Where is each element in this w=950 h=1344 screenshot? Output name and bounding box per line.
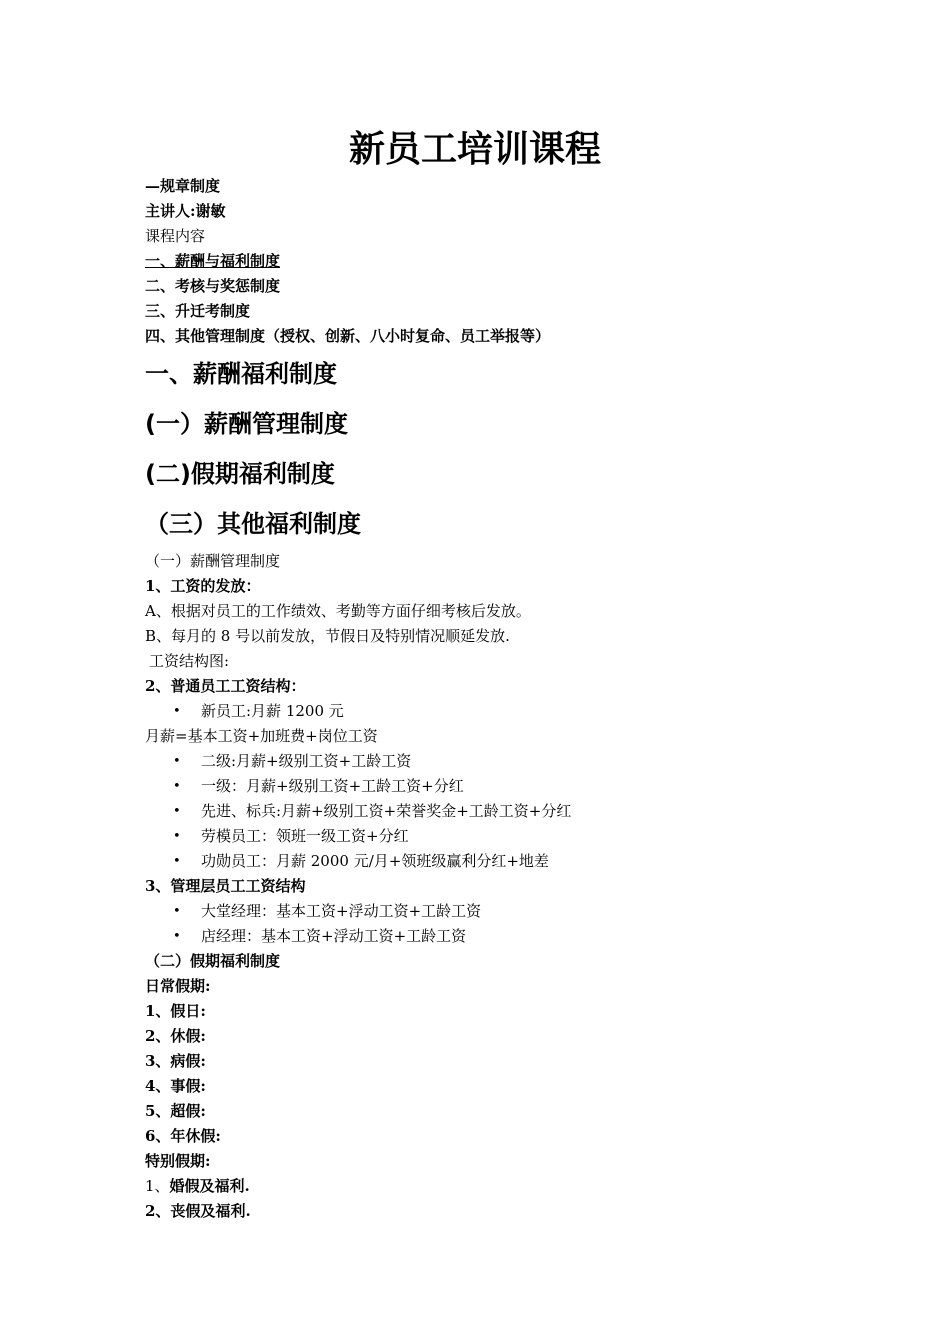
bullet-icon: • — [173, 754, 181, 769]
bullet-icon: • — [173, 854, 181, 869]
section-subheading: （三）其他福利制度 — [145, 510, 361, 538]
list-item — [145, 924, 865, 949]
monthly-formula: 月薪=基本工资+加班费+岗位工资 — [145, 727, 378, 745]
holiday-item: 2、丧假及福利. — [145, 1202, 251, 1220]
holiday-item: 3、病假: — [145, 1052, 206, 1070]
bullet-icon: • — [173, 804, 181, 819]
special-holiday-title: 特别假期: — [145, 1152, 211, 1170]
list-item-text: 店经理：基本工资+浮动工资+工龄工资 — [201, 927, 467, 945]
holiday-item: 1、假日: — [145, 1002, 206, 1020]
holiday-item-text: 婚假及福利. — [169, 1177, 250, 1195]
pay-rule-b: B、每月的 8 号以前发放，节假日及特别情况顺延发放. — [145, 627, 510, 645]
section-subheading: (二)假期福利制度 — [145, 460, 335, 488]
list-item-text: 一级：月薪+级别工资+工龄工资+分红 — [201, 777, 464, 795]
salary-label: （一）薪酬管理制度 — [145, 552, 281, 570]
list-item-text: 功勋员工：月薪 2000 元/月+领班级赢利分红+地差 — [201, 852, 549, 870]
holiday-item — [145, 1174, 865, 1199]
structure-chart-label: 工资结构图: — [149, 652, 230, 670]
section-subheading: (一）薪酬管理制度 — [145, 410, 348, 438]
bullet-icon: • — [173, 779, 181, 794]
holiday-item: 5、超假: — [145, 1102, 206, 1120]
contents-label: 课程内容 — [145, 227, 206, 245]
list-item-text: 新员工:月薪 1200 元 — [201, 702, 344, 720]
toc-item: 四、其他管理制度（授权、创新、八小时复命、员工举报等） — [145, 327, 551, 345]
list-item-text: 先进、标兵:月薪+级别工资+荣誉奖金+工龄工资+分红 — [201, 802, 572, 820]
bullet-icon: • — [173, 904, 181, 919]
mgmt-structure-title: 3、管理层员工工资结构 — [145, 877, 306, 895]
holiday-item-number: 1、 — [145, 1177, 170, 1195]
holiday-label: （二）假期福利制度 — [145, 952, 281, 970]
speaker: 主讲人:谢敏 — [145, 202, 226, 220]
list-item-text: 二级:月薪+级别工资+工龄工资 — [201, 752, 412, 770]
toc-item: 三、升迁考制度 — [145, 302, 251, 320]
list-item-text: 劳模员工：领班一级工资+分红 — [201, 827, 409, 845]
bullet-icon: • — [173, 929, 181, 944]
holiday-item: 4、事假: — [145, 1077, 206, 1095]
section-heading: 一、薪酬福利制度 — [145, 360, 337, 388]
list-item — [145, 849, 865, 874]
toc-item: 二、考核与奖惩制度 — [145, 277, 281, 295]
normal-structure-title: 2、普通员工工资结构： — [145, 677, 306, 695]
list-item — [145, 774, 865, 799]
list-item — [145, 899, 865, 924]
list-item — [145, 824, 865, 849]
page-title: 新员工培训课程 — [348, 129, 601, 170]
pay-title: 1、工资的发放： — [145, 577, 261, 595]
bullet-icon: • — [173, 704, 181, 719]
document-body — [145, 174, 865, 1224]
holiday-item: 6、年休假: — [145, 1127, 221, 1145]
toc-item: 一、薪酬与福利制度 — [145, 252, 281, 270]
bullet-icon: • — [173, 829, 181, 844]
holiday-item: 2、休假: — [145, 1027, 206, 1045]
daily-holiday-title: 日常假期: — [145, 977, 211, 995]
list-item — [145, 699, 865, 724]
list-item-text: 大堂经理：基本工资+浮动工资+工龄工资 — [201, 902, 482, 920]
pay-rule-a: A、根据对员工的工作绩效、考勤等方面仔细考核后发放。 — [145, 602, 531, 620]
list-item — [145, 799, 865, 824]
list-item — [145, 749, 865, 774]
subtitle: —规章制度 — [145, 177, 221, 195]
